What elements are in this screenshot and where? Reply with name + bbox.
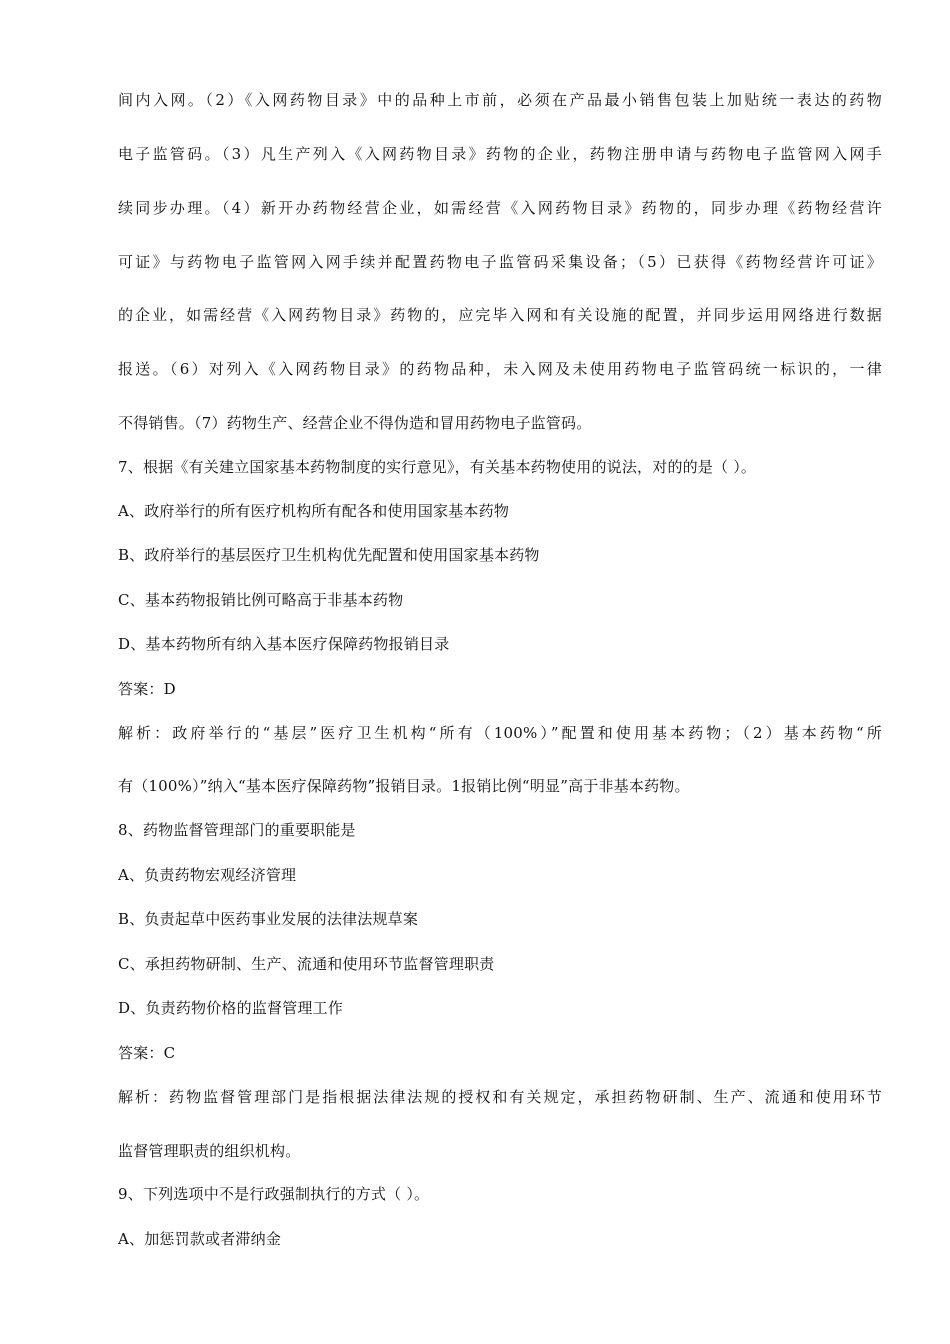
- question-8-option-c: C、承担药物研制、生产、流通和使用环节监督管理职责: [118, 955, 495, 973]
- question-8-analysis-line: 监督管理职责的组织机构。: [118, 1142, 301, 1160]
- question-7-analysis-line: 解析：政府举行的“基层”医疗卫生机构“所有（100%）”配置和使用基本药物；（2）基本药物“所: [118, 724, 882, 742]
- question-9-option-a: A、加惩罚款或者滞纳金: [118, 1230, 282, 1248]
- question-7-answer: 答案：D: [118, 680, 176, 698]
- question-8-option-b: B、负责起草中医药事业发展的法律法规草案: [118, 910, 419, 928]
- question-7-analysis-line: 有（100%）”纳入“基本医疗保障药物”报销目录。1报销比例“明显”高于非基本药物。: [118, 777, 690, 795]
- question-9-stem: 9、下列选项中不是行政强制执行的方式（ ）。: [118, 1185, 430, 1203]
- question-7-option-d: D、基本药物所有纳入基本医疗保障药物报销目录: [118, 635, 450, 653]
- paragraph-line: 可证》与药物电子监管网入网手续并配置药物电子监管码采集设备；（5）已获得《药物经营许可证》: [118, 253, 882, 271]
- question-8-answer: 答案：C: [118, 1044, 176, 1062]
- question-8-option-d: D、负责药物价格的监督管理工作: [118, 999, 344, 1017]
- question-7-option-c: C、基本药物报销比例可略高于非基本药物: [118, 591, 404, 609]
- question-8-option-a: A、负责药物宏观经济管理: [118, 866, 297, 884]
- paragraph-line: 不得销售。（7）药物生产、经营企业不得伪造和冒用药物电子监管码。: [118, 414, 592, 432]
- question-7-stem: 7、根据《有关建立国家基本药物制度的实行意见》，有关基本药物使用的说法，对的的是（ ）。: [118, 458, 757, 476]
- paragraph-line: 续同步办理。（4）新开办药物经营企业，如需经营《入网药物目录》药物的，同步办理《药物经营许: [118, 199, 882, 217]
- question-7-option-b: B、政府举行的基层医疗卫生机构优先配置和使用国家基本药物: [118, 546, 540, 564]
- question-8-stem: 8、药物监督管理部门的重要职能是: [118, 821, 356, 839]
- paragraph-line: 报送。（6）对列入《入网药物目录》的药物品种，未入网及未使用药物电子监管码统一标识的，一律: [118, 360, 882, 378]
- question-8-analysis-line: 解析：药物监督管理部门是指根据法律法规的授权和有关规定，承担药物研制、生产、流通和使用环节: [118, 1088, 882, 1106]
- paragraph-line: 的企业，如需经营《入网药物目录》药物的，应完毕入网和有关设施的配置，并同步运用网络进行数据: [118, 306, 882, 324]
- paragraph-line: 间内入网。（2）《入网药物目录》中的品种上市前，必须在产品最小销售包装上加贴统一表达的药物: [118, 91, 882, 109]
- paragraph-line: 电子监管码。（3）凡生产列入《入网药物目录》药物的企业，药物注册申请与药物电子监管网入网手: [118, 145, 882, 163]
- question-7-option-a: A、政府举行的所有医疗机构所有配各和使用国家基本药物: [118, 502, 510, 520]
